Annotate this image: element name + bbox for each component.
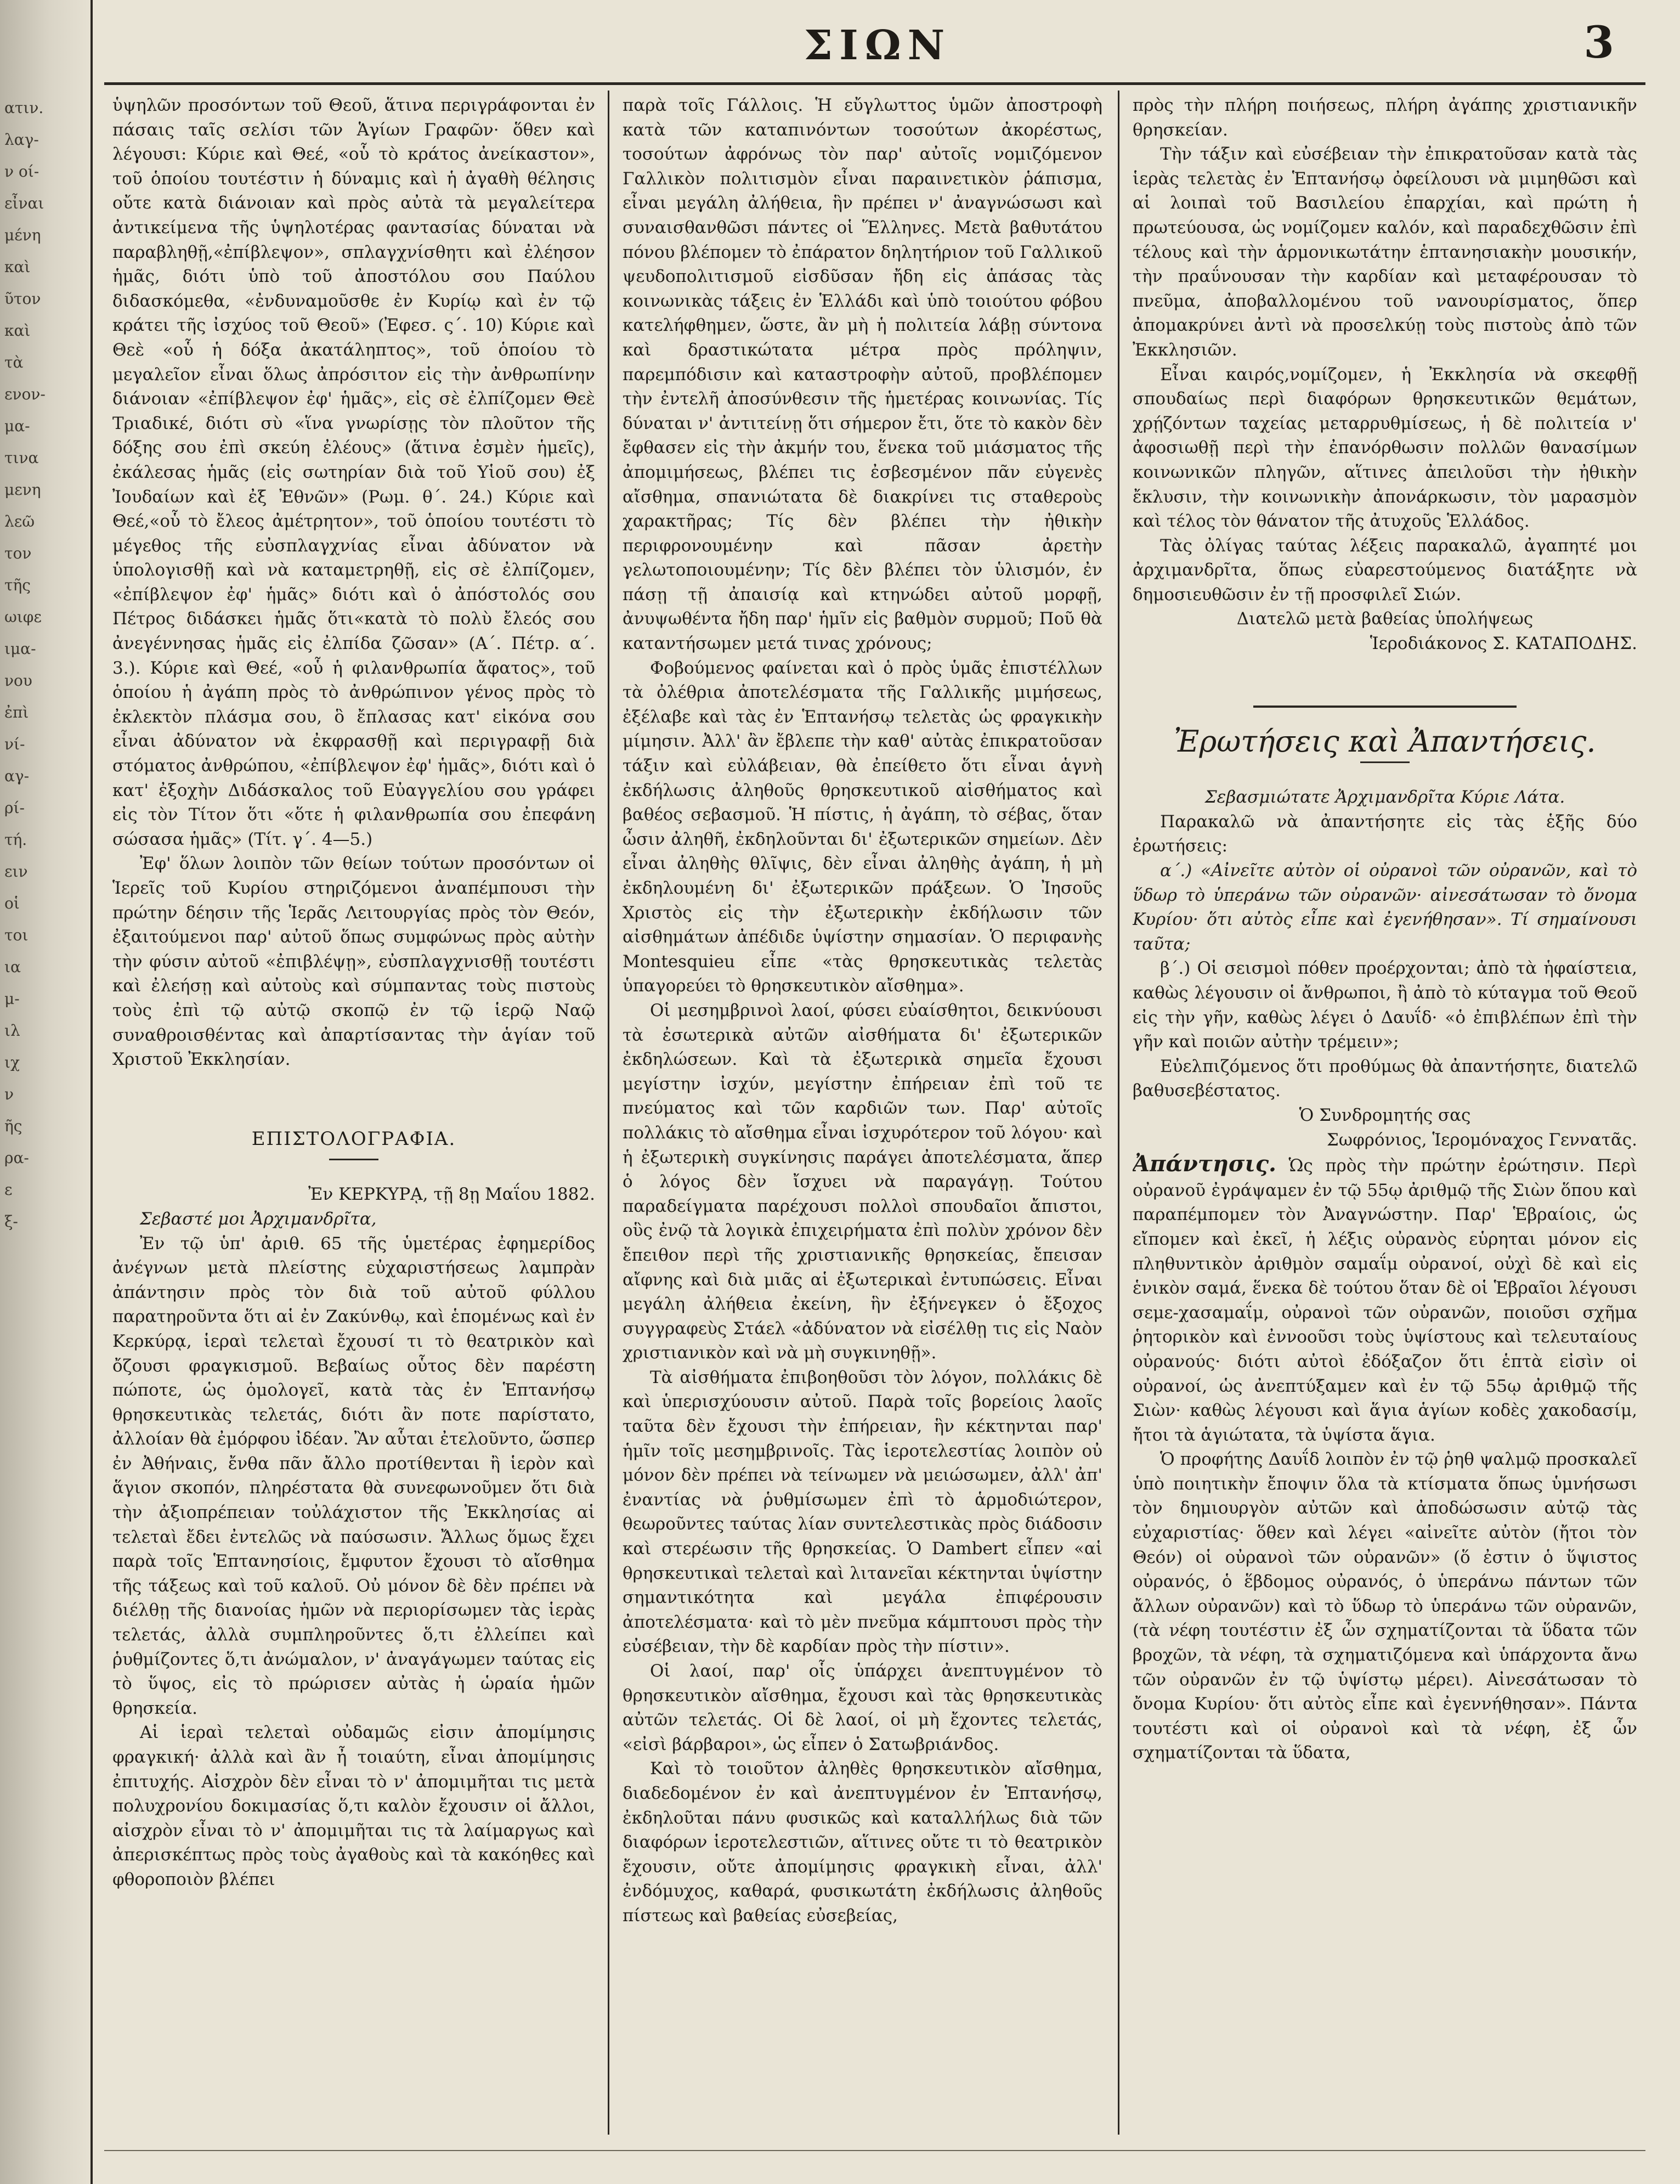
edge-fragment: τον xyxy=(4,544,32,562)
edge-fragment: ῆς xyxy=(4,1117,22,1135)
column-3 xyxy=(1133,93,1637,2135)
paragraph: Ὁ προφήτης Δαυΐδ λοιπὸν ἐν τῷ ῥηθ ψαλμῷ προσκαλεῖ ὑπὸ ποιητικὴν ἔποψιν ὅλα τὰ κτίσματα ὅπως ὑμνήσωσι τὸν δημιουργὸν αὐτῶν καὶ ἀποδώσωσιν αὐτῷ τὰς εὐχαριστίας· ὅθεν καὶ λέγει «αἰνεῖτε αὐτὸν (ἤτοι τὸν Θεόν) οἱ οὐρανοὶ τῶν οὐρανῶν» (ὅ ἐστιν ὁ ὕψιστος οὐρανός, ὁ ἕβδομος οὐρανός, ὁ ὑπεράνω πάντων τῶν ἄλλων οὐρανῶν) καὶ τὸ ὕδωρ τὸ ὑπεράνω τῶν οὐρανῶν, (τὰ νέφη τουτέστιν ἐξ ὧν σχηματίζονται τὰ ὕδατα τῶν βροχῶν, τὰ νέφη, τὰ σχηματιζόμενα καὶ ὑπάρχοντα ἄνω τῶν οὐρανῶν ἐν τῷ ὑψίστῳ μέρει). Αἰνεσάτωσαν τὸ ὄνομα Κυρίου· ὅτι αὐτὸς εἶπε καὶ ἐγεννήθησαν». Πάντα τουτέστι καὶ οἱ οὐρανοὶ καὶ τὰ νέφη, ἐξ ὧν σχηματίζονται τὰ ὕδατα, xyxy=(1133,1449,1637,1763)
edge-fragment: ατιν. xyxy=(4,99,44,117)
previous-page-edge xyxy=(0,0,90,2184)
section-heading: ΕΠΙΣΤΟΛΟΓΡΑΦΙΑ. xyxy=(251,1127,456,1150)
footer-rule xyxy=(104,2150,1645,2151)
edge-fragment: καὶ xyxy=(4,258,31,276)
edge-fragment: ιμα- xyxy=(4,640,36,658)
salutation: Σεβαστέ μοι Ἀρχιμανδρῖτα, xyxy=(140,1209,377,1229)
edge-fragment: τῆς xyxy=(4,576,31,594)
paragraph: Ἐφ' ὅλων λοιπὸν τῶν θείων τούτων προσόντων οἱ Ἱερεῖς τοῦ Κυρίου στηριζόμενοι ἀναπέμπουσι τὴν πρώτην δέησιν τῆς Ἱερᾶς Λειτουργίας πρὸς τὸν Θεόν, ἐξαιτούμενοι παρ' αὐτοῦ ὅπως συμφώνως πρὸς αὐτὴν τὴν φύσιν αὐτοῦ «ἐπιβλέψῃ», εὐσπλαγχνισθῇ τουτέστι καὶ ἐλεήσῃ καὶ αὐτοὺς καὶ σύμπαντας τοὺς πιστοὺς τοὺς ἐπὶ τῷ αὐτῷ σκοπῷ ἐν τῷ ἱερῷ Ναῷ συναθροισθέντας καὶ ἀπαρτίσαντας τὴν ἁγίαν τοῦ Χριστοῦ Ἐκκλησίαν. xyxy=(112,854,595,1070)
page-edge-rule xyxy=(90,0,93,2184)
signature-line: Ὁ Συνδρομητής σας xyxy=(1299,1105,1471,1125)
edge-fragment: εἶναι xyxy=(4,194,44,212)
edge-fragment: οἱ xyxy=(4,894,20,912)
signature-line: Σωφρόνιος, Ἱερομόναχος Γεννατᾶς. xyxy=(1326,1130,1637,1150)
edge-fragment: ρα- xyxy=(4,1149,29,1167)
edge-fragment: τὰ xyxy=(4,353,24,371)
edge-fragment: αγ- xyxy=(4,767,30,785)
answer-text: Ὡς πρὸς τὴν πρώτην ἐρώτησιν. Περὶ οὐρανοῦ ἐγράψαμεν ἐν τῷ 55ῳ ἀριθμῷ τῆς Σιὼν ὅπου καὶ παραπέμπομεν τὸν Ἀναγνώστην. Παρ' Ἑβραίοις, ὡς εἴπομεν καὶ ἐκεῖ, ἡ λέξις οὐρανὸς εὑρηται μόνον εἰς πληθυντικὸν ἀριθμὸν σαμαΐμ οὐρανοί, οὐχὶ δὲ καὶ εἰς ἑνικὸν σαμά, ἕνεκα δὲ τούτου ὅταν δὲ οἱ Ἑβραῖοι λέγουσι σεμε-χασαμαΐμ, οὐρανοὶ τῶν οὐρανῶν, ποιοῦσι σχῆμα ῥητορικὸν καὶ ἐννοοῦσι τοὺς ὑψίστους καὶ τελευταίους οὐρανούς· διότι αὐτοὶ ἐδόξαζον ὅτι ἑπτὰ εἰσὶν οἱ οὐρανοί, ὡς ἀνεπτύξαμεν καὶ ἐν τῷ 55ῳ ἀριθμῷ τῆς Σιὼν· καθὼς λέγουσι καὶ ἅγια ἁγίων κοδὲς χακοδασίμ, ἤτοι τὰ ἁγιώτατα, τὰ ὑψίστα ἅγια. xyxy=(1133,1156,1637,1445)
edge-fragment: καὶ xyxy=(4,321,31,340)
edge-fragment: τινα xyxy=(4,449,39,467)
divider xyxy=(1253,706,1517,708)
paragraph: Τὴν τάξιν καὶ εὐσέβειαν τὴν ἐπικρατοῦσαν κατὰ τὰς ἱερὰς τελετὰς ἐν Ἑπτανήσῳ ὀφείλουσι νὰ μιμηθῶσι καὶ αἱ λοιπαὶ τοῦ Βασιλείου ἐπαρχίαι, καὶ πρώτη ἡ πρωτεύουσα, ὡς νομίζομεν καλόν, καὶ παραδεχθῶσιν ἐπὶ τέλους καὶ τὴν ἁρμονικωτάτην ἑπτανησιακὴν μουσικήν, τὴν πραΰνουσαν τὴν καρδίαν καὶ μεταφέρουσαν τὸ πνεῦμα, ἀποβαλλομένου τοῦ νανουρίσματος, ὅπερ ἀπομακρύνει ἀντὶ νὰ προσελκύῃ τοὺς πιστοὺς ἀπὸ τῶν Ἐκκλησιῶν. xyxy=(1133,144,1637,360)
edge-fragment: τοι xyxy=(4,926,29,944)
paragraph: Τὰς ὀλίγας ταύτας λέξεις παρακαλῶ, ἀγαπητέ μοι ἀρχιμανδρῖτα, ὅπως εὐαρεστούμενος διατάξητε νὰ δημοσιευθῶσιν ἐν τῇ προσφιλεῖ Σιών. xyxy=(1133,535,1637,605)
edge-fragment: ξ- xyxy=(4,1212,18,1231)
paragraph: Αἱ ἱεραὶ τελεταὶ οὐδαμῶς εἰσιν ἀπομίμησις φραγκική· ἀλλὰ καὶ ἂν ἦ τοιαύτη, εἶναι ἀπομίμησις ἐπιτυχής. Αἰσχρὸν δὲν εἶναι τὸ ν' ἀπομιμῆται τις μετὰ πολυχρονίου δοκιμασίας ὅ,τι καλὸν ἔχουσιν οἱ ἄλλοι, αἰσχρὸν εἶναι τὸ ν' ἀπομιμῆται τις τὰ λαίμαργως καὶ ἀπερισκέπτως πρὸς τοὺς ἀγαθοὺς καὶ τὰ κακόηθες καὶ φθοροποιὸν βλέπει xyxy=(112,1723,595,1889)
paragraph: Εὐελπιζόμενος ὅτι προθύμως θὰ ἀπαντήσητε, διατελῶ βαθυσεβέστατος. xyxy=(1133,1056,1637,1101)
edge-fragment: ια xyxy=(4,958,21,976)
column-1 xyxy=(112,93,595,2135)
paragraph: παρὰ τοῖς Γάλλοις. Ἡ εὔγλωττος ὑμῶν ἀποστροφὴ κατὰ τῶν καταπινόντων τοσούτων ἀκορέστως, τοσούτων ἀφρόνως τὸν παρ' αὐτοῖς νομιζόμενον Γαλλικὸν πολιτισμὸν εἶναι παραινετικὸν ῥάπισμα, εἶναι μεγάλη ἀλήθεια, ἣν πρέπει ν' ἀναγνώσωσι καὶ συναισθανθῶσι πάντες οἱ Ἕλληνες. Μετὰ βαθυτάτου πόνου βλέπομεν τὸ ἐπάρατον δηλητήριον τοῦ Γαλλικοῦ ψευδοπολιτισμοῦ εἰσδῦσαν ἤδη εἰς ἁπάσας τὰς κοινωνικὰς τάξεις ἐν Ἑλλάδι καὶ ὑπὸ τοιούτου φόβου κατελήφθημεν, ὥστε, ἂν μὴ ἡ πολιτεία λάβῃ σύντονα καὶ δραστικώτατα μέτρα πρὸς πρόληψιν, παρεμπόδισιν καὶ καταστροφὴν αὐτοῦ, προβλέπομεν τὴν ἐντελῆ ἀποσύνθεσιν τῆς ἡμετέρας κοινωνίας. Τίς δύναται ν' ἀντιτείνῃ ὅτι σήμερον ἔτι, ὅτε τὸ κακὸν δὲν ἔφθασεν εἰς τὴν ἀκμήν του, ἕνεκα τοῦ μιάσματος τῆς ἀπομιμήσεως, βλέπει τις ἐσβεσμένον πᾶν εὐγενὲς αἴσθημα, σπανιώτατα δὲ διακρίνει τις σταθεροὺς χαρακτῆρας; Τίς δὲν βλέπει τὴν ἠθικὴν περιφρονουμένην καὶ πᾶσαν ἀρετὴν γελωτοποιουμένην; Τίς δὲν βλέπει τὸν ὑλισμόν, ἐν πάσῃ τῇ ἀπαισίᾳ καὶ κτηνώδει αὐτοῦ μορφῇ, ἀνυψωθέντα ἤδη παρ' ἡμῖν εἰς βαθμὸν συρμοῦ; Ποῦ θὰ καταντήσωμεν μετά τινας χρόνους; xyxy=(623,95,1102,654)
page-number: 3 xyxy=(1583,16,1614,68)
edge-fragment: ιλ xyxy=(4,1022,20,1040)
paragraph: Εἶναι καιρός,νομίζομεν, ἡ Ἐκκλησία νὰ σκεφθῇ σπουδαίως περὶ διαφόρων θρησκευτικῶν θεμάτων, χρῄζόντων ταχείας μεταρρυθμίσεως, ἡ δὲ πολιτεία ν' ἀφοσιωθῇ περὶ τὴν ἐπανόρθωσιν πολλῶν θανασίμων κοινωνικῶν πληγῶν, αἵτινες ἀπειλοῦσι τὴν ἠθικὴν ἔκλυσιν, τὴν κοινωνικὴν ἀπονάρκωσιν, τὸν μαρασμὸν καὶ τέλος τὸν θάνατον τῆς ἀτυχοῦς Ἑλλάδος. xyxy=(1133,364,1637,532)
header-rule xyxy=(104,82,1645,85)
question-a: α΄.) «Αἰνεῖτε αὐτὸν οἱ οὐρανοὶ τῶν οὐρανῶν, καὶ τὸ ὕδωρ τὸ ὑπεράνω τῶν οὐρανῶν· αἰνεσάτωσαν τὸ ὄνομα Κυρίου· ὅτι αὐτὸς εἶπε καὶ ἐγενήθησαν». Τί σημαίνουσι ταῦτα; xyxy=(1133,861,1637,954)
paragraph: Φοβούμενος φαίνεται καὶ ὁ πρὸς ὑμᾶς ἐπιστέλλων τὰ ὀλέθρια ἀποτελέσματα τῆς Γαλλικῆς μιμήσεως, ἐξέλαβε καὶ τὰς ἐν Ἑπτανήσῳ τελετὰς ὡς φραγκικὴν μίμησιν. Ἀλλ' ἂν ἔβλεπε τὴν καθ' αὐτὰς ἐπικρατοῦσαν τάξιν καὶ εὐλάβειαν, θὰ ἐπείθετο ὅτι εἶναι ἁγνὴ ἐκδήλωσις ἀληθοῦς θρησκευτικοῦ αἰσθήματος καὶ βαθέος σεβασμοῦ. Ἡ πίστις, ἡ ἀγάπη, τὸ σέβας, ὅταν ὦσιν ἀληθῆ, ἐκδηλοῦνται δι' ἐξωτερικῶν σημείων. Δὲν εἶναι ἀληθὴς θλῖψις, δὲν εἶναι ἀληθὴς ἀγάπη, ἡ μὴ ἐκδηλουμένη δι' ἐξωτερικῶν πράξεων. Ὁ Ἰησοῦς Χριστὸς εἰς τὴν ἐξωτερικὴν ἐκδήλωσιν τῶν αἰσθημάτων ἀπέδιδε ὑψίστην σημασίαν. Ὁ περιφανὴς Montesquieu εἶπε «τὰς θρησκευτικὰς τελετὰς ὑπαγορεύει τὸ θρησκευτικὸν αἴσθημα». xyxy=(623,658,1102,996)
edge-fragment: μένη xyxy=(4,226,41,244)
paragraph: Οἱ λαοί, παρ' οἷς ὑπάρχει ἀνεπτυγμένον τὸ θρησκευτικὸν αἴσθημα, ἔχουσι καὶ τὰς θρησκευτικὰς αὐτῶν τελετάς. Οἱ δὲ λαοί, οἱ μὴ ἔχοντες τελετάς, «εἰσὶ βάρβαροι», ὡς εἶπεν ὁ Σατωβριάνδος. xyxy=(623,1661,1102,1754)
edge-fragment: νου xyxy=(4,671,32,690)
addressee: Σεβασμιώτατε Ἀρχιμανδρῖτα Κύριε Λάτα. xyxy=(1204,787,1565,808)
masthead: ΣΙΩΝ xyxy=(804,22,952,69)
edge-fragment: μενη xyxy=(4,481,41,499)
edge-fragment: ρί- xyxy=(4,799,25,817)
edge-fragment: λεῶ xyxy=(4,512,35,531)
edge-fragment: νί- xyxy=(4,735,25,753)
edge-fragment: ειν xyxy=(4,862,28,881)
divider xyxy=(329,1159,378,1160)
column-divider xyxy=(608,91,609,2135)
question-b: β΄.) Οἱ σεισμοὶ πόθεν προέρχονται; ἀπὸ τὰ ἡφαίστεια, καθὼς λέγουσιν οἱ ἄνθρωποι, ἢ ἀπὸ τὸ κύταγμα τοῦ Θεοῦ εἰς τὴν γῆν, καθὼς λέγει ὁ Δαυΐδ· «ὁ ἐπιβλέπων ἐπὶ τὴν γῆν καὶ ποιῶν αὐτὴν τρέμειν»; xyxy=(1133,958,1637,1052)
column-2 xyxy=(623,93,1102,2135)
answer-lead: Ἀπάντησις. xyxy=(1133,1151,1276,1177)
paragraph: Παρακαλῶ νὰ ἀπαντήσητε εἰς τὰς ἑξῆς δύο ἐρωτήσεις: xyxy=(1133,811,1637,856)
paragraph: πρὸς τὴν πλήρη ποιήσεως, πλήρη ἀγάπης χριστιανικῆν θρησκείαν. xyxy=(1133,95,1637,140)
paragraph: Καὶ τὸ τοιοῦτον ἀληθὲς θρησκευτικὸν αἴσθημα, διαδεδομένον ἐν καὶ ἀνεπτυγμένον ἐν Ἑπτανήσῳ, ἐκδηλοῦται πάνυ φυσικῶς καὶ καταλλήλως διὰ τῶν διαφόρων ἱεροτελεστιῶν, αἵτινες οὔτε τι τὸ θεατρικὸν ἔχουσιν, οὔτε ἀπομίμησις φραγκικὴ εἶναι, ἀλλ' ἐνδόμυχος, καθαρά, φυσικωτάτη ἐκδήλωσις ἀληθοῦς πίστεως καὶ βαθείας εὐσεβείας, xyxy=(623,1759,1102,1926)
divider xyxy=(1360,761,1410,763)
edge-fragment: ιχ xyxy=(4,1053,20,1071)
edge-fragment: ν xyxy=(4,1085,14,1103)
paragraph: Τὰ αἰσθήματα ἐπιβοηθοῦσι τὸν λόγον, πολλάκις δὲ καὶ ὑπερισχύουσιν αὐτοῦ. Παρὰ τοῖς βορείοις λαοῖς ταῦτα δὲν ἔχουσι τὴν ἐπήρειαν, ἣν κέκτηνται παρ' ἡμῖν τοῖς μεσημβρινοῖς. Τὰς ἱεροτελεστίας λοιπὸν οὐ μόνον δὲν πρέπει νὰ τείνωμεν νὰ μειώσωμεν, ἀλλ' ἀπ' ἐναντίας νὰ ῥυθμίσωμεν ἐπὶ τὸ ἁρμοδιώτερον, θεωροῦντες ταύτας λίαν συντελεστικὰς πρὸς διάδοσιν καὶ στερέωσιν τῆς θρησκείας. Ὁ Dambert εἶπεν «αἱ θρησκευτικαὶ τελεταὶ καὶ λιτανεῖαι κέκτηνται ὑψίστην σημαντικότητα καὶ μεγάλα ἐπιφέρουσιν ἀποτελέσματα· καὶ τὸ μὲν πνεῦμα κάμπτουσι πρὸς τὴν εὐσέβειαν, τὴν δὲ καρδίαν πρὸς τὴν πίστιν». xyxy=(623,1367,1102,1657)
edge-fragment: μα- xyxy=(4,417,30,435)
edge-fragment: ενον- xyxy=(4,385,46,403)
letter-signature: Ἱεροδιάκονος Σ. ΚΑΤΑΠΟΔΗΣ. xyxy=(1370,634,1637,654)
paragraph: Οἱ μεσημβρινοὶ λαοί, φύσει εὐαίσθητοι, δεικνύουσι τὰ ἐσωτερικὰ αὐτῶν αἰσθήματα δι' ἐξωτερικῶν ἐκδηλώσεων. Καὶ τὰ ἐξωτερικὰ σημεῖα ἔχουσι μεγίστην ἰσχύν, μεγίστην ἐπήρειαν ἐπὶ τοῦ τε πνεύματος καὶ τῶν καρδιῶν των. Παρ' αὐτοῖς πολλάκις τὸ αἴσθημα εἶναι ἰσχυρότερον τοῦ λόγου· καὶ ἡ ἐξωτερικὴ συγκίνησις παράγει ἀποτελέσματα, ἅπερ ὁ λόγος δὲν ἴσχυει νὰ παραγάγῃ. Τούτου παραδείγματα παρέχουσι πολλοὶ σπουδαῖοι ἄπιστοι, οὓς ἐνῷ τὰ λογικὰ ἐπιχειρήματα ἐπὶ πολὺν χρόνον δὲν ἔπειθον περὶ τῆς χριστιανικῆς θρησκείας, ἔπεισαν αἴφνης καὶ διὰ μιᾶς αἱ ἐξωτερικαὶ ἐντυπώσεις. Εἶναι μεγάλη ἀλήθεια ἐκείνη, ἣν ἐξήνεγκεν ὁ ἔξοχος συγγραφεὺς Στάελ «ἀδύνατον νὰ εἰσέλθῃ τις εἰς Ναὸν χριστιανικὸν καὶ νὰ μὴ συγκινηθῇ». xyxy=(623,1000,1102,1363)
edge-fragment: ν οί- xyxy=(4,162,39,180)
column-divider xyxy=(1118,91,1119,2135)
edge-fragment: μ- xyxy=(4,990,20,1008)
edge-fragment: ωιφε xyxy=(4,608,42,626)
edge-fragment: ἐπὶ xyxy=(4,703,29,721)
edge-fragment: λαγ- xyxy=(4,131,39,149)
answer-paragraph xyxy=(1133,1152,1637,1447)
dateline: Ἐν ΚΕΡΚΥΡᾼ, τῇ 8ῃ Μαΐου 1882. xyxy=(308,1184,595,1205)
paragraph: Ἐν τῷ ὑπ' ἀριθ. 65 τῆς ὑμετέρας ἐφημερίδος ἀνέγνων μετὰ πλείστης εὐχαριστήσεως λαμπρὰν ἀπάντησιν πρὸς τὸν διὰ τοῦ αὐτοῦ φύλλου παρατηροῦντα ὅτι αἱ ἐν Ζακύνθῳ, καὶ ἑπομένως καὶ ἐν Κερκύρᾳ, ἱεραὶ τελεταὶ ἔχουσί τι τὸ θεατρικὸν καὶ ὄζουσι φραγκισμοῦ. Βεβαίως οὗτος δὲν παρέστη πώποτε, ὡς ὁμολογεῖ, κατὰ τὰς ἐν Ἑπτανήσῳ θρησκευτικὰς τελετάς, διότι ἂν ποτε παρίστατο, ἀλλοίαν θὰ ἐμόρφου ἰδέαν. Ἂν αὗται ἐτελοῦντο, ὥσπερ ἐν Ἀθήναις, ἔνθα πᾶν ἄλλο προτίθενται ἢ ἱερὸν καὶ ἅγιον σκοπόν, πληρέστατα θὰ συνεφωνοῦμεν ὅτι διὰ τὴν ἀξιοπρέπειαν τοὐλάχιστον τῆς Ἐκκλησίας αἱ τελεταὶ ἔδει ἐντελῶς νὰ παύσωσιν. Ἄλλως ὅμως ἔχει παρὰ τοῖς Ἑπτανησίοις, ἔμφυτον ἔχουσι τὸ αἴσθημα τῆς τάξεως καὶ τοῦ καλοῦ. Οὐ μόνον δὲ δὲν πρέπει νὰ διέλθῃ τῆς διανοίας ἡμῶν νὰ περιορίσωμεν τὰς ἱερὰς τελετάς, ἀλλὰ συμπληροῦντες ὅ,τι ἐλλείπει καὶ ῥυθμίζοντες ὅ,τι ἀνώμαλον, ν' ἀναγάγωμεν ταύτας εἰς τὸ ὕψος, εἰς τὸ πρώρισεν αὐτὰς ἡ ὡραία ἡμῶν θρησκεία. xyxy=(112,1233,595,1718)
section-title: Ἐρωτήσεις καὶ Ἀπαντήσεις. xyxy=(1174,724,1596,759)
edge-fragment: τή. xyxy=(4,831,27,849)
paragraph: ὑψηλῶν προσόντων τοῦ Θεοῦ, ἅτινα περιγράφονται ἐν πάσαις ταῖς σελίσι τῶν Ἁγίων Γραφῶν· ὅθεν καὶ λέγουσι: Κύριε καὶ Θεέ, «οὗ τὸ κράτος ἀνείκαστον», τοῦ ὁποίου τουτέστιν ἡ δύναμις καὶ ἡ ἀγαθὴ θέλησις οὔτε κατὰ διάνοιαν καὶ πρὸς αὐτὰ τὰ μεγαλείτερα ἀντικείμενα τῆς ὑψηλοτέρας φαντασίας δύναται νὰ παραβληθῇ,«ἐπίβλεψον», σπλαγχνίσθητι καὶ ἐλέησον ἡμᾶς, διότι ὑπὸ τοῦ ἀποστόλου σου Παύλου διδασκόμεθα, «ἐνδυναμοῦσθε ἐν Κυρίῳ καὶ ἐν τῷ κράτει τῆς ἰσχύος τοῦ Θεοῦ» (Ἐφεσ. ς΄. 10) Κύριε καὶ Θεὲ «οὗ ἡ δόξα ἀκατάληπτος», τοῦ ὁποίου τὸ μεγαλεῖον εἶναι ὅλως ἀπρόσιτον εἰς τὴν ἀνθρωπίνην διάνοιαν «ἐπίβλεψον ἐφ' ἡμᾶς», εἰς σὲ ἐλπίζομεν Θεὲ Τριαδικέ, διότι σὺ «ἵνα γνωρίσῃς τὸν πλοῦτον τῆς δόξης σου ἐπὶ σκεύη ἐλέους» (ἅτινα ἐσμὲν ἡμεῖς), ἐκάλεσας ἡμᾶς (εἰς σωτηρίαν διὰ τοῦ Υἱοῦ σου) ἐξ Ἰουδαίων καὶ ἐξ Ἐθνῶν» (Ρωμ. θ΄. 24.) Κύριε καὶ Θεέ,«οὗ τὸ ἔλεος ἀμέτρητον», τοῦ ὁποίου τουτέστι τὸ μέγεθος τῆς εὐσπλαγχνίας εἶναι ἀδύνατον νὰ ὑπολογισθῇ καὶ νὰ καταμετρηθῇ, εἰς σὲ ἐλπίζομεν, «ἐπίβλεψον ἐφ' ἡμᾶς» διότι καὶ ὁ ἀπόστολός σου Πέτρος διδάσκει ἡμᾶς ὅτι«κατὰ τὸ πολὺ ἔλεός σου ἀνεγέννησας ἡμᾶς εἰς ἐλπίδα ζῶσαν» (Α΄. Πέτρ. α΄. 3.). Κύριε καὶ Θεέ, «οὗ ἡ φιλανθρωπία ἄφατος», τοῦ ὁποίου ἡ ἀγάπη πρὸς τὸ ἀνθρώπινον γένος πρὸς τὸ ἐκλεκτὸν πλάσμα σου, ὃ ἔπλασας κατ' εἰκόνα σου εἶναι ἀδύνατον νὰ ἐκφρασθῇ καὶ περιγραφῇ διὰ στόματος ἀνθρώπου, «ἐπίβλεψον ἐφ' ἡμᾶς», διότι καὶ ὁ κατ' ἐξοχὴν Διδάσκαλος τοῦ Εὐαγγελίου σου γράφει εἰς τὸν Τίτον ὅτι «ὅτε ἡ φιλανθρωπία σου ἐπεφάνη σώσασα ἡμᾶς» (Τίτ. γ΄. 4—5.) xyxy=(112,95,595,849)
edge-fragment: ῦτον xyxy=(4,290,41,308)
edge-fragment: ε xyxy=(4,1181,13,1199)
letter-closing: Διατελῶ μετὰ βαθείας ὑπολήψεως xyxy=(1236,609,1534,629)
